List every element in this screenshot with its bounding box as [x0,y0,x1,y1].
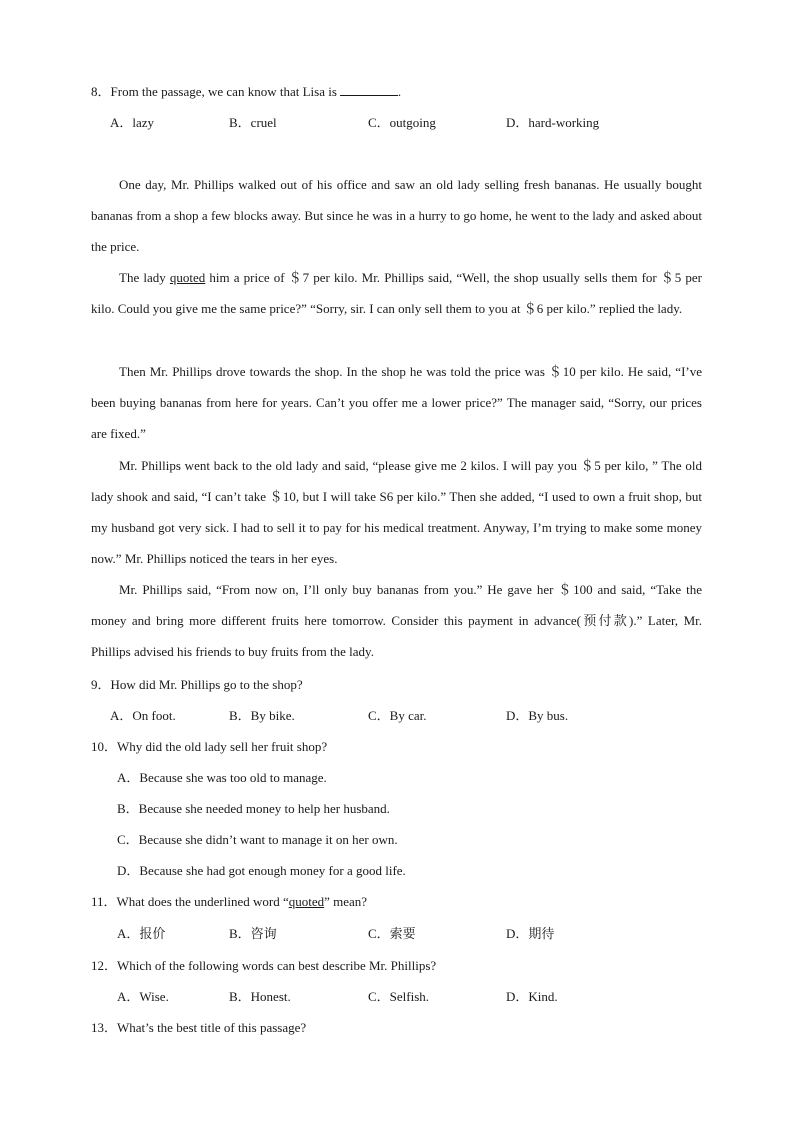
question-8-option-a: A．lazy [110,115,155,130]
paragraph-2-rest: him a price of ＄7 per kilo. Mr. Phillips said, “Well, the shop usually sells them for ＄5 per kilo. Could you give me the same price?” “Sorry, sir. I can only sell them to you at ＄6 per kilo.” replied the lady. [91,270,702,316]
question-8-option-c: C．outgoing [368,115,436,130]
question-8-number: 8． [91,84,111,99]
question-9-option-a: A．On foot. [110,708,176,723]
question-8-option-b: B．cruel [229,115,277,130]
passage-paragraph-4: Mr. Phillips went back to the old lady and said, “please give me 2 kilos. I will pay you ＄5 per kilo, ” The old lady shook and said, “I can’t take ＄10, but I will take S6 per kilo.” Then she added, “I used to own a fruit shop, but my husband got very sick. I had to sell it to pay for his medical treatment. Anyway, I’m trying to make some money now.” Mr. Phillips noticed the tears in her eyes. [91,458,702,566]
question-10-option-a: A．Because she was too old to manage. [117,770,327,785]
question-9-option-c: C．By car. [368,708,427,723]
question-12-option-a: A．Wise. [117,989,169,1004]
question-11-underlined-word: quoted [288,894,325,909]
question-10-option-c: C．Because she didn’t want to manage it on her own. [117,832,398,847]
question-11-option-d: D．期待 [506,926,555,941]
passage-paragraph-2 [91,262,702,324]
passage-paragraph-3: Then Mr. Phillips drove towards the shop. In the shop he was told the price was ＄10 per kilo. He said, “I’ve been buying bananas from here for years. Can’t you offer me a lower price?” The manager said, “Sorry, our prices are fixed.” [91,364,702,441]
question-13: 13．What’s the best title of this passage? [91,1020,307,1035]
question-11-option-a: A．报价 [117,926,166,941]
question-9-option-d: D．By bus. [506,708,569,723]
paragraph-2-start: The lady [119,270,170,285]
question-11-option-b: B．咨询 [229,926,277,941]
question-10-option-b: B．Because she needed money to help her husband. [117,801,390,816]
question-11-suffix: ” mean? [324,894,368,909]
question-10: 10．Why did the old lady sell her fruit shop? [91,739,328,754]
question-10-option-d: D．Because she had got enough money for a good life. [117,863,406,878]
question-11-prefix: 11．What does the underlined word “ [91,894,289,909]
question-12-option-d: D．Kind. [506,989,558,1004]
question-12-option-b: B．Honest. [229,989,291,1004]
question-12: 12．Which of the following words can best describe Mr. Phillips? [91,958,437,973]
question-9-option-b: B．By bike. [229,708,295,723]
question-8-option-d: D．hard-working [506,115,600,130]
question-11 [91,894,367,910]
passage-paragraph-1: One day, Mr. Phillips walked out of his office and saw an old lady selling fresh bananas. He usually bought bananas from a shop a few blocks away. But since he was in a hurry to go home, he went to the lady and asked about the price. [91,177,702,254]
passage-paragraph-5: Mr. Phillips said, “From now on, I’ll only buy bananas from you.” He gave her ＄100 and said, “Take the money and bring more different fruits here tomorrow. Consider this payment in advance(预付款).” Later, Mr. Phillips advised his friends to buy fruits from the lady. [91,582,702,659]
question-8-end: . [397,84,402,99]
underlined-word-quoted: quoted [169,270,206,285]
question-8-text: From the passage, we can know that Lisa is [110,84,337,99]
question-9: 9．How did Mr. Phillips go to the shop? [91,677,303,692]
question-12-option-c: C．Selfish. [368,989,430,1004]
answer-blank [340,84,398,96]
question-11-option-c: C．索要 [368,926,416,941]
question-8 [91,84,401,100]
